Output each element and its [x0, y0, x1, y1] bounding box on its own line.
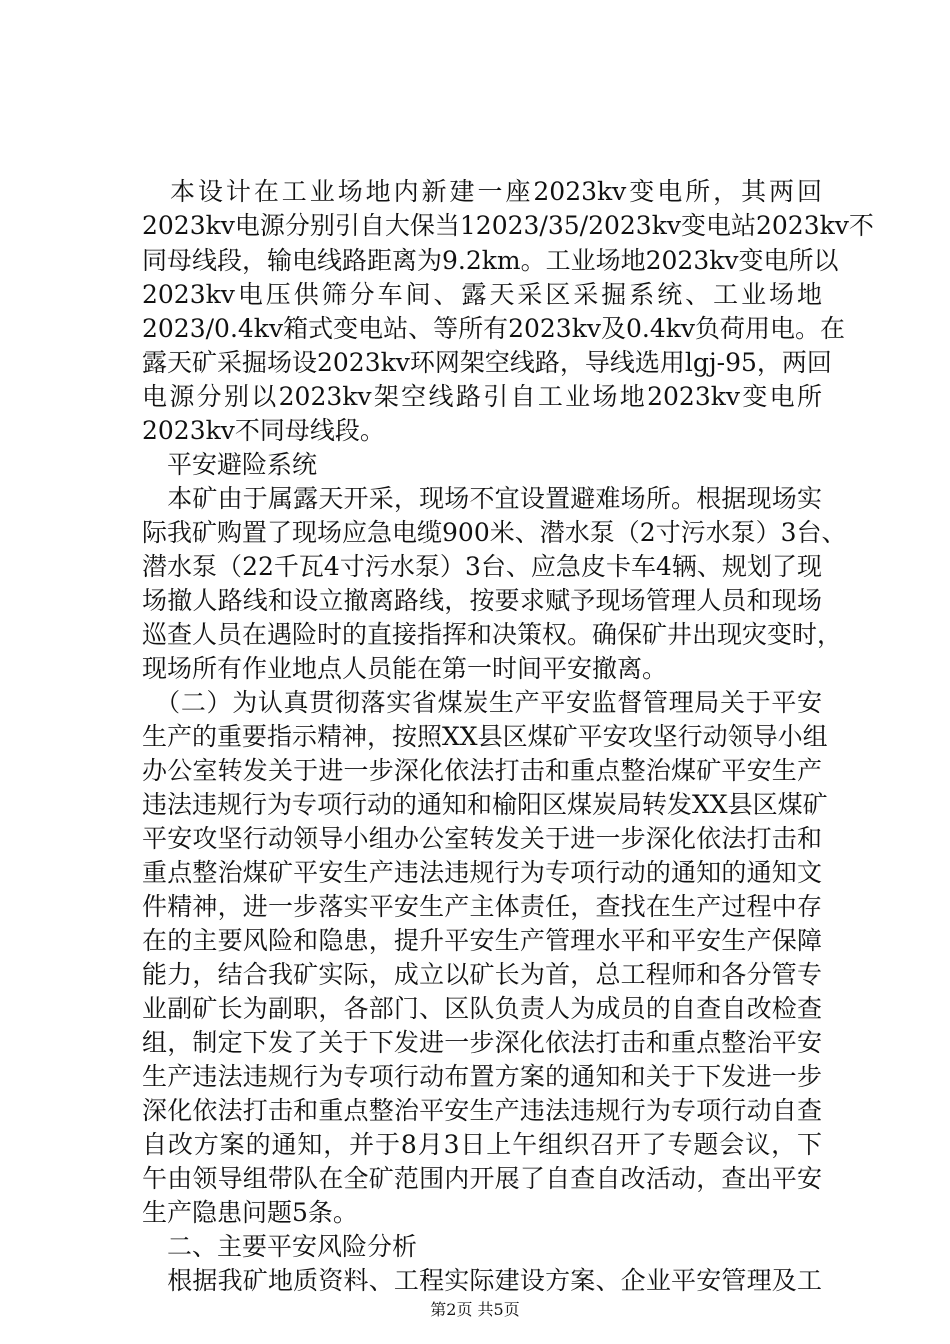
text-line: 本设计在工业场地内新建一座2023kv变电所，其两回 — [142, 177, 822, 206]
text-line: 能力，结合我矿实际，成立以矿长为首，总工程师和各分管专 — [142, 960, 822, 989]
text-line: 午由领导组带队在全矿范围内开展了自查自改活动，查出平安 — [142, 1164, 822, 1193]
text-line: 在的主要风险和隐患，提升平安生产管理水平和平安生产保障 — [142, 926, 822, 955]
text-line: 同母线段，输电线路距离为9.2km。工业场地2023kv变电所以 — [142, 246, 839, 275]
text-line: 违法违规行为专项行动的通知和榆阳区煤炭局转发XX县区煤矿 — [142, 790, 828, 819]
text-line: 深化依法打击和重点整治平安生产违法违规行为专项行动自查 — [142, 1096, 822, 1125]
section-heading: 二、主要平安风险分析 — [142, 1232, 418, 1261]
section-heading: 平安避险系统 — [142, 450, 318, 479]
text-line: 生产违法违规行为专项行动布置方案的通知和关于下发进一步 — [142, 1062, 822, 1091]
text-line: 场撤人路线和设立撤离路线，按要求赋予现场管理人员和现场 — [142, 586, 822, 615]
text-line: 根据我矿地质资料、工程实际建设方案、企业平安管理及工 — [142, 1266, 822, 1295]
text-line: 潜水泵（22千瓦4寸污水泵）3台、应急皮卡车4辆、规划了现 — [142, 552, 822, 581]
text-line: 电源分别以2023kv架空线路引自工业场地2023kv变电所 — [142, 382, 822, 411]
text-line: 生产的重要指示精神，按照XX县区煤矿平安攻坚行动领导小组 — [142, 722, 828, 751]
text-line: 平安攻坚行动领导小组办公室转发关于进一步深化依法打击和 — [142, 824, 822, 853]
text-line: 业副矿长为副职，各部门、区队负责人为成员的自查自改检查 — [142, 994, 822, 1023]
text-line: 露天矿采掘场设2023kv环网架空线路，导线选用lgj-95，两回 — [142, 348, 832, 377]
text-line: 组，制定下发了关于下发进一步深化依法打击和重点整治平安 — [142, 1028, 822, 1057]
text-line: 本矿由于属露天开采，现场不宜设置避难场所。根据现场实 — [142, 484, 822, 513]
text-line: 巡查人员在遇险时的直接指挥和决策权。确保矿井出现灾变时， — [142, 620, 843, 649]
text-line: 际我矿购置了现场应急电缆900米、潜水泵（2寸污水泵）3台、 — [142, 518, 847, 547]
text-line: 生产隐患问题5条。 — [142, 1198, 358, 1227]
text-line: 2023kv电压供筛分车间、露天采区采掘系统、工业场地 — [142, 280, 822, 309]
text-line: 现场所有作业地点人员能在第一时间平安撤离。 — [142, 654, 668, 683]
text-line: （二）为认真贯彻落实省煤炭生产平安监督管理局关于平安 — [142, 688, 822, 717]
text-line: 2023kv电源分别引自大保当12023/35/2023kv变电站2023kv不 — [142, 211, 874, 240]
text-line: 重点整治煤矿平安生产违法违规行为专项行动的通知的通知文 — [142, 858, 822, 887]
page-footer: 第2页 共5页 — [430, 1300, 520, 1319]
text-line: 件精神，进一步落实平安生产主体责任，查找在生产过程中存 — [142, 892, 822, 921]
text-line: 2023/0.4kv箱式变电站、等所有2023kv及0.4kv负荷用电。在 — [142, 314, 846, 343]
text-line: 办公室转发关于进一步深化依法打击和重点整治煤矿平安生产 — [142, 756, 822, 785]
text-line: 2023kv不同母线段。 — [142, 416, 385, 445]
text-line: 自改方案的通知，并于8月3日上午组织召开了专题会议，下 — [142, 1130, 822, 1159]
